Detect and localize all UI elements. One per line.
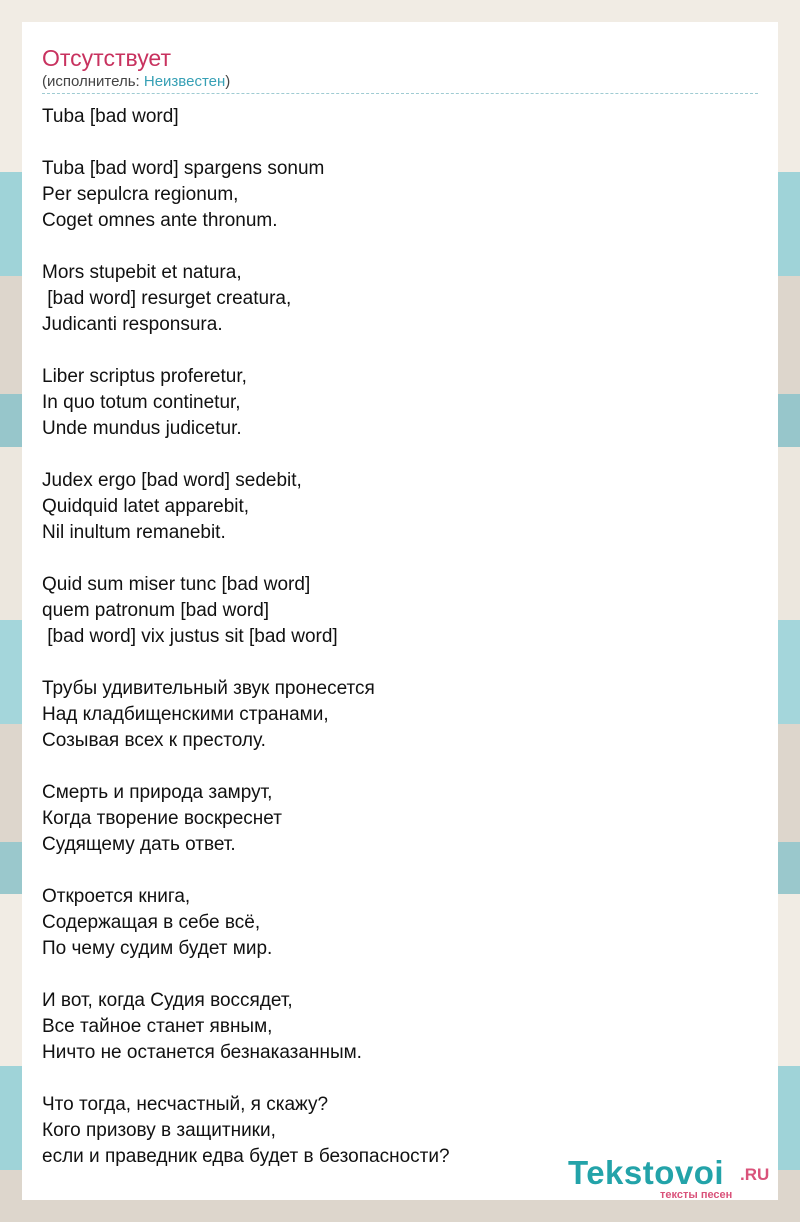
lyrics-line: Что тогда, несчастный, я скажу? [42,1094,329,1115]
lyrics-line: Смерть и природа замрут, [42,782,273,803]
lyrics-line: Quid sum miser tunc [bad word] [42,574,311,595]
lyrics-stanza [42,468,758,546]
lyrics-line: quem patronum [bad word] [42,600,270,621]
lyrics-stanza [42,104,758,130]
lyrics-stanza [42,364,758,442]
lyrics-stanza [42,156,758,234]
lyrics-line: Per sepulcra regionum, [42,184,239,205]
lyrics-stanza [42,572,758,650]
lyrics-line: Judicanti responsura. [42,314,223,335]
artist-line [42,73,230,91]
lyrics-stanza [42,884,758,962]
lyrics-line: Когда творение воскреснет [42,808,282,829]
lyrics-line: Кого призову в защитники, [42,1120,276,1141]
title-divider [42,93,758,94]
lyrics-line: Unde mundus judicetur. [42,418,242,439]
artist-link[interactable]: Неизвестен [143,73,226,90]
lyrics-text [42,104,758,1196]
lyrics-line: Трубы удивительный звук пронесется [42,678,375,699]
lyrics-line: Coget omnes ante thronum. [42,210,278,231]
artist-prefix: (исполнитель: [42,73,144,90]
lyrics-card [22,22,778,1200]
site-logo[interactable] [568,1155,778,1203]
lyrics-line: [bad word] resurget creatura, [42,288,292,309]
lyrics-line: Откроется книга, [42,886,191,907]
lyrics-line: Nil inultum remanebit. [42,522,226,543]
lyrics-line: Ничто не останется безнаказанным. [42,1042,362,1063]
lyrics-line: И вот, когда Судия воссядет, [42,990,293,1011]
lyrics-line: Quidquid latet apparebit, [42,496,250,517]
lyrics-line: Tuba [bad word] [42,106,179,127]
lyrics-stanza [42,780,758,858]
lyrics-line: Созывая всех к престолу. [42,730,266,751]
artist-suffix: ) [225,73,231,90]
lyrics-line: Над кладбищенскими странами, [42,704,329,725]
lyrics-line: Судящему дать ответ. [42,834,236,855]
lyrics-line: Все тайное станет явным, [42,1016,273,1037]
lyrics-line: Содержащая в себе всё, [42,912,261,933]
lyrics-line: [bad word] vix justus sit [bad word] [42,626,338,647]
lyrics-line: По чему судим будет мир. [42,938,273,959]
logo-tld: .RU [740,1165,770,1184]
logo-tagline: тексты песен [660,1189,733,1201]
lyrics-stanza [42,260,758,338]
lyrics-stanza [42,676,758,754]
lyrics-line: In quo totum continetur, [42,392,241,413]
logo-wordmark: Tekstovoi [568,1154,725,1191]
song-title: Отсутствует [42,45,171,71]
lyrics-line: если и праведник едва будет в безопасности? [42,1146,450,1167]
lyrics-line: Tuba [bad word] spargens sonum [42,158,325,179]
lyrics-line: Judex ergo [bad word] sedebit, [42,470,302,491]
lyrics-line: Liber scriptus proferetur, [42,366,247,387]
lyrics-stanza [42,988,758,1066]
lyrics-line: Mors stupebit et natura, [42,262,242,283]
